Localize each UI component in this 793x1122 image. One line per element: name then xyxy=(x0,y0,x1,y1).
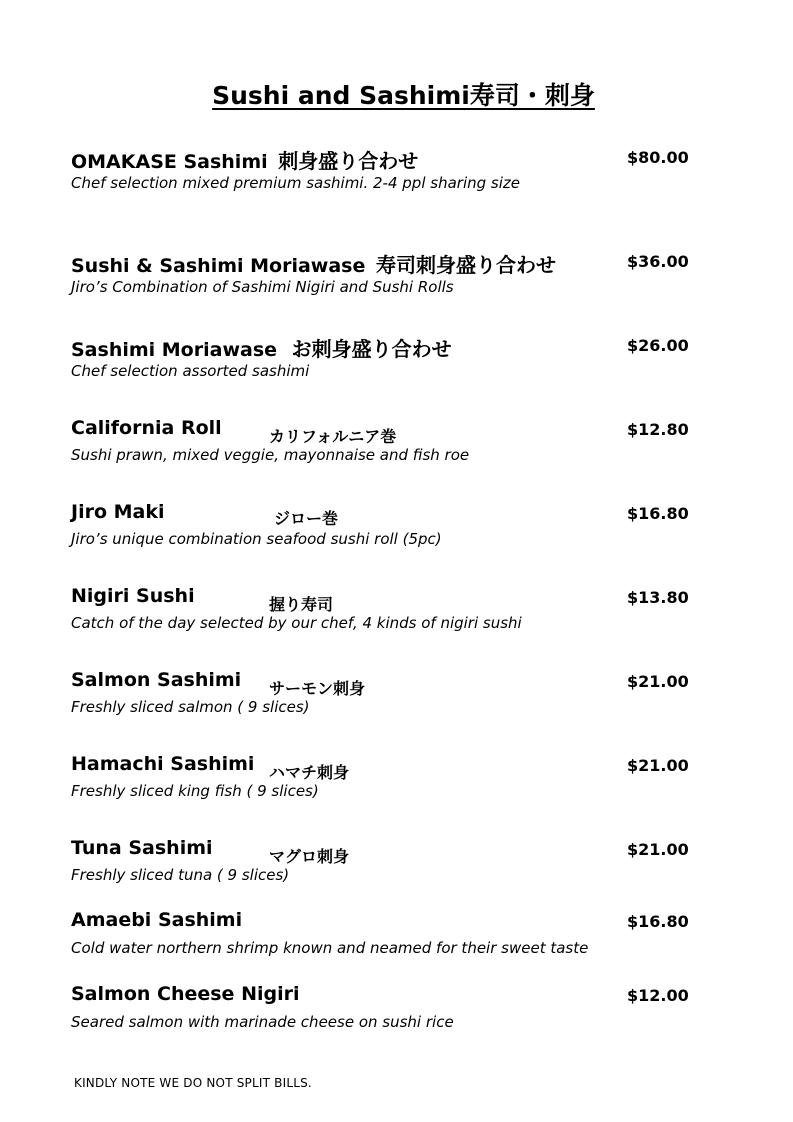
item-price: $21.00 xyxy=(627,756,689,775)
item-japanese-name: カリフォルニア巻 xyxy=(269,427,397,446)
item-name: Nigiri Sushi xyxy=(71,585,195,607)
item-description: Jiro’s unique combination seafood sushi roll (5pc) xyxy=(71,530,442,548)
item-name: Hamachi Sashimi xyxy=(71,753,255,775)
item-price: $21.00 xyxy=(627,672,689,691)
item-description: Sushi prawn, mixed veggie, mayonnaise and fish roe xyxy=(71,446,470,464)
item-name: Jiro Maki xyxy=(71,501,165,523)
item-description: Cold water northern shrimp known and neamed for their sweet taste xyxy=(71,939,589,957)
item-japanese-name: お刺身盛り合わせ xyxy=(291,337,452,361)
item-name: Sashimi Moriawase お刺身盛り合わせ xyxy=(71,337,452,361)
item-name: OMAKASE Sashimi 刺身盛り合わせ xyxy=(71,149,419,173)
item-price: $13.80 xyxy=(627,588,689,607)
item-description: Chef selection assorted sashimi xyxy=(71,362,310,380)
item-japanese-name: サーモン刺身 xyxy=(269,679,366,698)
item-japanese-name: 握り寿司 xyxy=(269,595,334,614)
item-description: Catch of the day selected by our chef, 4 kinds of nigiri sushi xyxy=(71,614,522,632)
item-name: Amaebi Sashimi xyxy=(71,909,243,931)
item-price: $16.80 xyxy=(627,504,689,523)
item-japanese-name: 刺身盛り合わせ xyxy=(278,149,419,173)
item-description: Chef selection mixed premium sashimi. 2-4 ppl sharing size xyxy=(71,174,520,192)
item-japanese-name: ハマチ刺身 xyxy=(269,763,350,782)
item-name: Salmon Cheese Nigiri xyxy=(71,983,300,1005)
item-description: Seared salmon with marinade cheese on sushi rice xyxy=(71,1013,454,1031)
item-price: $26.00 xyxy=(627,336,689,355)
page-title-text: Sushi and Sashimi寿司・刺身 xyxy=(212,81,595,110)
item-description: Jiro’s Combination of Sashimi Nigiri and Sushi Rolls xyxy=(71,278,454,296)
item-price: $12.00 xyxy=(627,986,689,1005)
item-price: $21.00 xyxy=(627,840,689,859)
item-japanese-name: 寿司刺身盛り合わせ xyxy=(376,253,556,277)
item-price: $16.80 xyxy=(627,912,689,931)
item-description: Freshly sliced king fish ( 9 slices) xyxy=(71,782,319,800)
page-title xyxy=(0,76,793,112)
item-name: California Roll xyxy=(71,417,222,439)
item-name: Sushi & Sashimi Moriawase 寿司刺身盛り合わせ xyxy=(71,253,556,277)
item-name: Tuna Sashimi xyxy=(71,837,213,859)
item-japanese-name: マグロ刺身 xyxy=(269,847,350,866)
item-price: $80.00 xyxy=(627,148,689,167)
item-description: Freshly sliced salmon ( 9 slices) xyxy=(71,698,310,716)
item-price: $12.80 xyxy=(627,420,689,439)
item-price: $36.00 xyxy=(627,252,689,271)
item-description: Freshly sliced tuna ( 9 slices) xyxy=(71,866,290,884)
footnote-no-split-bills: KINDLY NOTE WE DO NOT SPLIT BILLS. xyxy=(74,1076,312,1090)
item-japanese-name: ジロー巻 xyxy=(274,509,339,528)
item-name: Salmon Sashimi xyxy=(71,669,242,691)
